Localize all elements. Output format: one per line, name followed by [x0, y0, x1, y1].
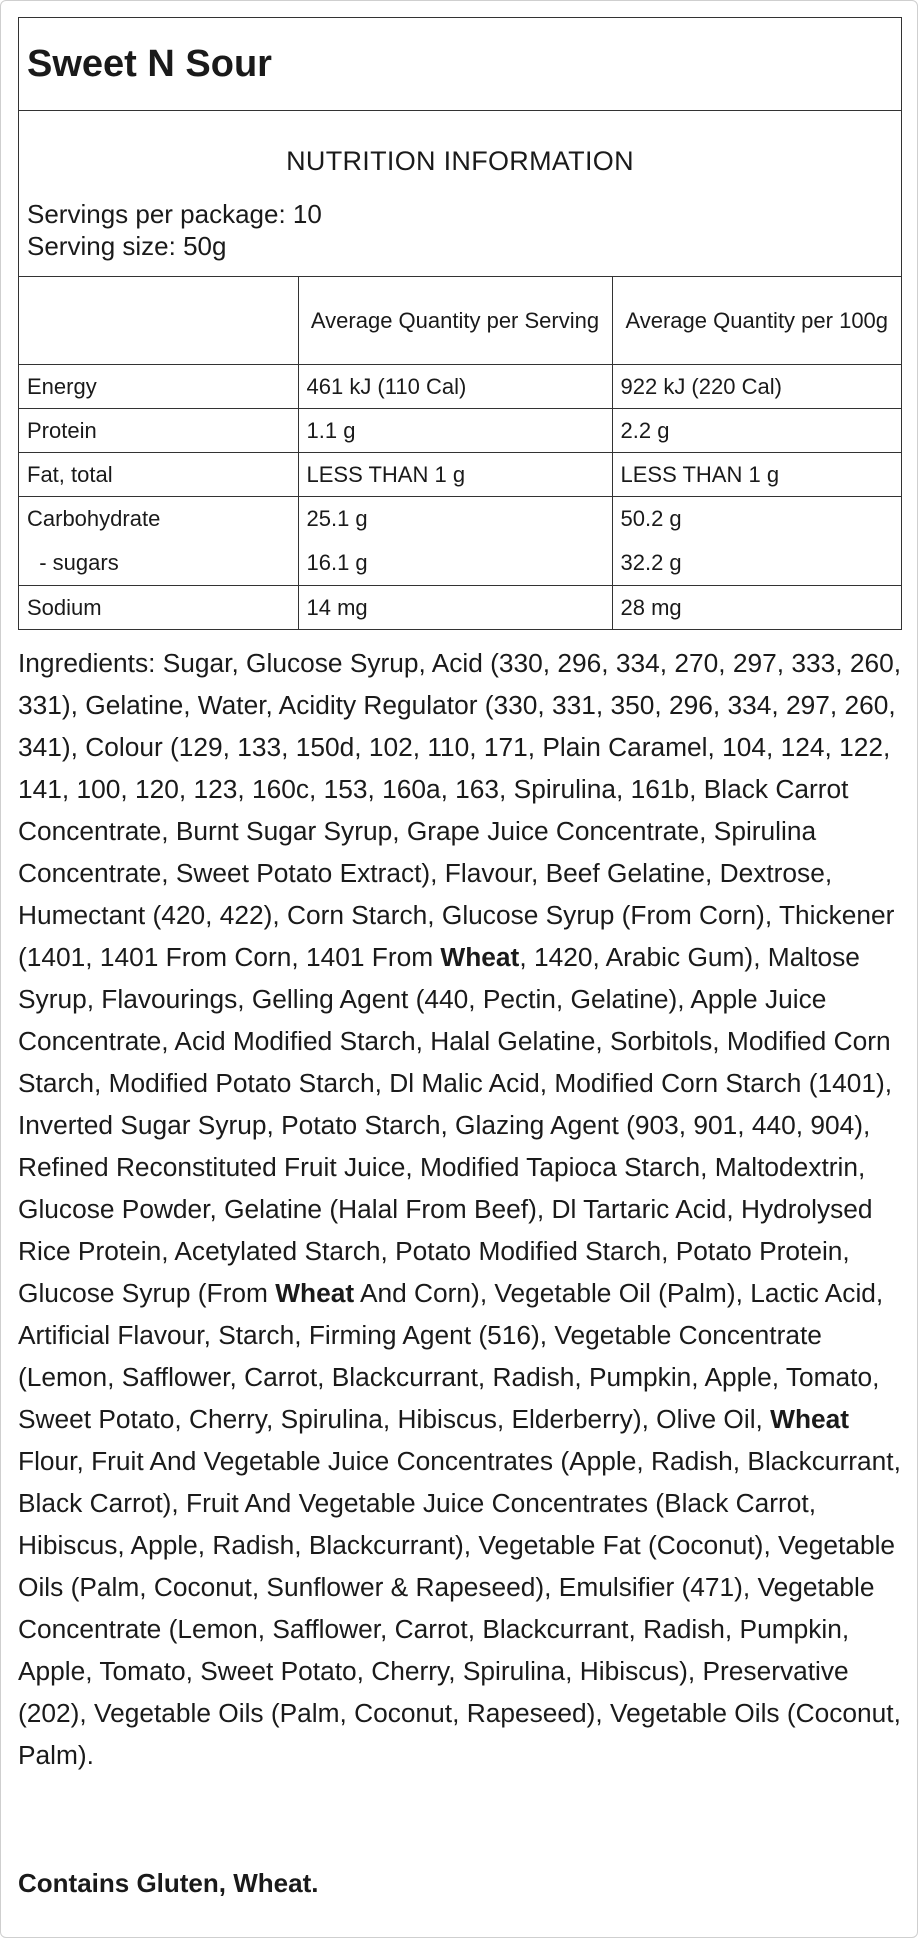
- per-serving-value: 25.1 g: [306, 506, 368, 531]
- nutrient-name: Energy: [19, 365, 298, 409]
- table-row: [19, 497, 901, 586]
- sub-per-100g-value: 32.2 g: [620, 550, 682, 575]
- per-serving-cell: [298, 497, 612, 586]
- nutrient-name-cell: [19, 497, 298, 586]
- ingredients-text: Flour, Fruit And Vegetable Juice Concentrates (Apple, Radish, Blackcurrant, Black Carrot), Fruit And Vegetable Juice Concentrates (Black Carrot, Hibiscus, Apple, Radish, Blackcurrant), Vegetable Fat (Coconut), Vegetable Oils (Palm, Coconut, Sunflower & Rapeseed), Emulsifier (471), Vegetable Concentrate (Lemon, Safflower, Carrot, Blackcurrant, Radish, Pumpkin, Apple, Tomato, Sweet Potato, Cherry, Spirulina, Hibiscus), Preservative (202), Vegetable Oils (Palm, Coconut, Rapeseed), Vegetable Oils (Coconut, Palm).: [18, 1446, 901, 1770]
- per-serving-value: LESS THAN 1 g: [298, 453, 612, 497]
- sub-per-serving-value: 16.1 g: [306, 550, 368, 575]
- table-row: [19, 453, 901, 497]
- title-row: [19, 18, 901, 111]
- serving-size: Serving size: 50g: [27, 231, 227, 261]
- header-per-serving: Average Quantity per Serving: [298, 277, 612, 365]
- nutrient-name: Sodium: [19, 586, 298, 630]
- per-serving-value: 1.1 g: [298, 409, 612, 453]
- table-row: [19, 409, 901, 453]
- ingredients-text: Ingredients: Sugar, Glucose Syrup, Acid (330, 296, 334, 270, 297, 333, 260, 331), Gelatine, Water, Acidity Regulator (330, 331, 350, 296, 334, 297, 260, 341), Colour (129, 133, 150d, 102, 110, 171, Plain Caramel, 104, 124, 122, 141, 100, 120, 123, 160c, 153, 160a, 163, Spirulina, 161b, Black Carrot Concentrate, Burnt Sugar Syrup, Grape Juice Concentrate, Spirulina Concentrate, Sweet Potato Extract), Flavour, Beef Gelatine, Dextrose, Humectant (420, 422), Corn Starch, Glucose Syrup (From Corn), Thickener (1401, 1401 From Corn, 1401 From: [18, 648, 902, 972]
- header-cell-blank: [19, 277, 298, 365]
- nutrition-panel: [18, 17, 902, 630]
- ingredients-list: [18, 642, 910, 1776]
- servings-per-package: Servings per package: 10: [27, 199, 322, 229]
- table-row: [19, 365, 901, 409]
- allergen-highlight: Wheat: [275, 1278, 355, 1308]
- per-serving-value: 461 kJ (110 Cal): [298, 365, 612, 409]
- allergen-highlight: Wheat: [440, 942, 520, 972]
- per-100g-cell: [612, 497, 901, 586]
- allergen-highlight: Wheat: [770, 1404, 850, 1434]
- product-title: Sweet N Sour: [27, 42, 272, 85]
- per-100g-value: 28 mg: [612, 586, 901, 630]
- nutrient-name: Carbohydrate: [27, 506, 161, 531]
- nutrition-info-header: [19, 111, 901, 277]
- per-100g-value: 50.2 g: [620, 506, 682, 531]
- per-100g-value: 922 kJ (220 Cal): [612, 365, 901, 409]
- sub-nutrient-name: - sugars: [27, 550, 119, 575]
- per-100g-value: 2.2 g: [612, 409, 901, 453]
- allergen-statement: Contains Gluten, Wheat.: [18, 1868, 319, 1898]
- ingredients-text: And Corn), Vegetable Oil (Palm), Lactic Acid, Artificial Flavour, Starch, Firming Agent (516), Vegetable Concentrate (Lemon, Safflower, Carrot, Blackcurrant, Radish, Pumpkin, Apple, Tomato, Sweet Potato, Cherry, Spirulina, Hibiscus, Elderberry), Olive Oil,: [18, 1278, 884, 1434]
- table-row: [19, 586, 901, 630]
- ingredients-text: , 1420, Arabic Gum), Maltose Syrup, Flavourings, Gelling Agent (440, Pectin, Gelatine), Apple Juice Concentrate, Acid Modified Starch, Halal Gelatine, Sorbitols, Modified Corn Starch, Modified Potato Starch, Dl Malic Acid, Modified Corn Starch (1401), Inverted Sugar Syrup, Potato Starch, Glazing Agent (903, 901, 440, 904), Refined Reconstituted Fruit Juice, Modified Tapioca Starch, Maltodextrin, Glucose Powder, Gelatine (Halal From Beef), Dl Tartaric Acid, Hydrolysed Rice Protein, Acetylated Starch, Potato Modified Starch, Potato Protein, Glucose Syrup (From: [18, 942, 893, 1308]
- nutrient-name: Fat, total: [19, 453, 298, 497]
- nutrition-heading: NUTRITION INFORMATION: [286, 146, 634, 176]
- per-100g-value: LESS THAN 1 g: [612, 453, 901, 497]
- table-header-row: [19, 277, 901, 365]
- header-per-100g: Average Quantity per 100g: [612, 277, 901, 365]
- nutrient-name: Protein: [19, 409, 298, 453]
- nutrition-table: [19, 277, 901, 629]
- per-serving-value: 14 mg: [298, 586, 612, 630]
